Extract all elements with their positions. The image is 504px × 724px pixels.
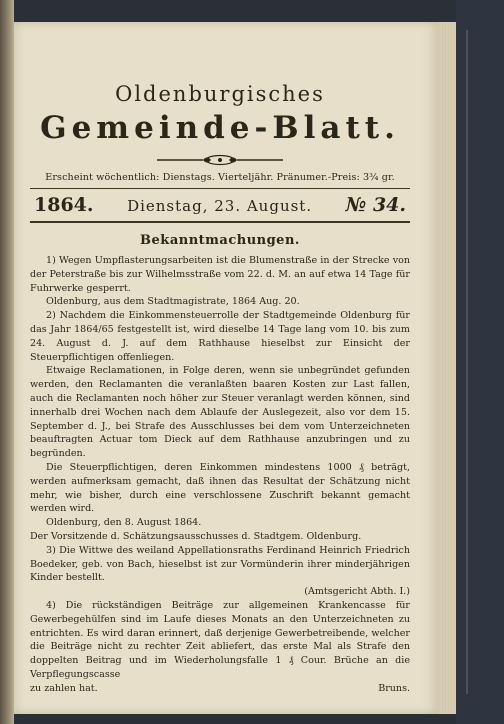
masthead-title-top: Oldenburgisches [115, 82, 325, 106]
masthead-title-main: Gemeinde-Blatt. [40, 110, 400, 146]
notice-2-reclamations: Etwaige Reclamationen, in Folge deren, wenn sie unbegründet gefunden werden, den Reclamanten die veranlaßten baaren Kosten zur Last fallen, auch die Reclamanten noch höher zur Steuer veranlagt werden können, sind innerhalb drei Wochen nach dem Ablaufe der Auslegezeit, also vor dem 15. September d. J., bei Strafe des Ausschlusses bei dem vom Unterzeichneten beauftragten Actuar tom Dieck auf dem Rathhause anzubringen und zu begründen. [30, 365, 410, 460]
page-content [30, 20, 410, 696]
notice-4-last-line [30, 682, 410, 696]
notice-3: 3) Die Wittwe des weiland Appellationsraths Ferdinand Heinrich Friedrich Boedeker, geb. von Bach, hieselbst ist zur Vormünderin ihrer minderjährigen Kinder bestellt. [30, 544, 410, 584]
issue-date: Dienstag, 23. August. [127, 197, 313, 215]
notice-2-intro: 2) Nachdem die Einkommensteuerrolle der Stadtgemeinde Oldenburg für das Jahr 1864/65 festgestellt ist, wird dieselbe 14 Tage lang vom 10. bis zum 24. August d. J. auf dem Rathhause hieselbst zur Einsicht der Steuerpflichtigen offenliegen. [30, 310, 410, 363]
issue-number: № 34. [345, 194, 406, 216]
notice-4-signature: Bruns. [378, 682, 410, 694]
notice-1: 1) Wegen Umpflasterungsarbeiten ist die Blumenstraße in der Strecke von der Peterstraße bis zur Wilhelmsstraße vom 22. d. M. an auf etwa 14 Tage für Fuhrwerke gesperrt. [30, 255, 410, 294]
book-left-edge [0, 0, 14, 724]
notice-4-end: zu zahlen hat. [30, 682, 98, 694]
notice-2-place-date: Oldenburg, den 8. August 1864. [46, 517, 202, 529]
notice-4: 4) Die rückständigen Beiträge zur allgemeinen Krankencasse für Gewerbegehülfen sind im Laufe dieses Monats an den Unterzeichneten zu entrichten. Es wird daran erinnert, daß derjenige Gewerbetreibende, welcher die Beiträge nicht zu rechter Zeit abliefert, das erste Mal als Strafe den doppelten Beitrag und im Wiederholungsfalle 1 ₰ Cour. Brüche an die Verpflegungscasse [30, 599, 410, 680]
binding-line [466, 30, 468, 694]
ornament-divider [30, 154, 410, 166]
notice-2-taxpayers: Die Steuerpflichtigen, deren Einkommen mindestens 1000 ₰ beträgt, werden aufmerksam gemacht, daß ihnen das Resultat der Schätzung nicht mehr, wie bisher, durch eine verschlossene Zuschrift bekannt gemacht werden wird. [30, 461, 410, 515]
page-stack-edge [438, 22, 456, 714]
notice-3-signature: (Amtsgericht Abth. I.) [304, 586, 410, 598]
notice-1-signature: Oldenburg, aus dem Stadtmagistrate, 1864 Aug. 20. [46, 296, 300, 308]
issue-year: 1864. [34, 194, 94, 216]
header-rule-bottom [30, 221, 410, 223]
ornament-icon [155, 154, 285, 166]
notices-body [30, 254, 410, 696]
masthead-subline: Erscheint wöchentlich: Dienstags. Vierteljähr. Pränumer.-Preis: 3¾ gr. [45, 172, 395, 183]
issue-dateline [30, 189, 410, 219]
section-title: Bekanntmachungen. [140, 233, 300, 248]
book-binding [456, 0, 504, 724]
notice-2-signature: Der Vorsitzende d. Schätzungsausschusses d. Stadtgem. Oldenburg. [30, 530, 362, 542]
